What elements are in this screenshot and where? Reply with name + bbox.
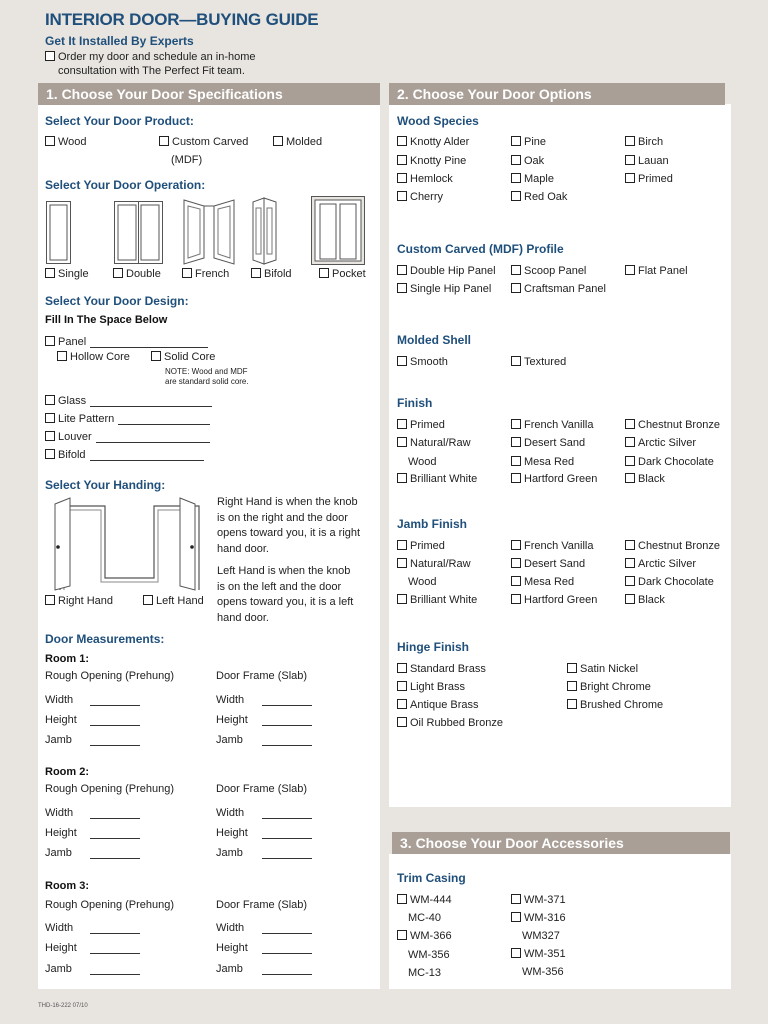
handing-diagram [50, 498, 210, 593]
checkbox[interactable] [625, 594, 635, 604]
finish-wood-continuation: Wood [408, 456, 437, 468]
checkbox[interactable] [511, 473, 521, 483]
page-subtitle: Get It Installed By Experts [45, 34, 194, 48]
checkbox[interactable] [625, 173, 635, 183]
wood-maple[interactable]: Maple [511, 173, 554, 185]
measurements-heading: Door Measurements: [45, 632, 165, 646]
frame-jamb-field[interactable] [262, 733, 312, 746]
wood-pine[interactable]: Pine [511, 136, 546, 148]
jamb-hartford-green[interactable]: Hartford Green [511, 594, 597, 606]
checkbox[interactable] [397, 356, 407, 366]
section-header-options: 2. Choose Your Door Options [389, 83, 725, 105]
trim-wm-366[interactable]: WM-366 [397, 930, 452, 942]
fill-line[interactable] [90, 406, 212, 407]
checkbox[interactable] [397, 894, 407, 904]
checkbox[interactable] [45, 336, 55, 346]
profile-flat[interactable]: Flat Panel [625, 265, 688, 277]
option-label: Louver [58, 431, 92, 443]
pocket-door-icon [311, 196, 365, 266]
checkbox[interactable] [511, 894, 521, 904]
hinge-brushed-chrome[interactable]: Brushed Chrome [567, 699, 663, 711]
checkbox[interactable] [397, 930, 407, 940]
rough-width: Width [45, 922, 74, 934]
checkbox[interactable] [511, 419, 521, 429]
panel-fill-line[interactable] [90, 347, 208, 348]
checkbox[interactable] [511, 558, 521, 568]
jamb-mesa-red[interactable]: Mesa Red [511, 576, 574, 588]
rough-opening-label: Rough Opening (Prehung) [45, 670, 175, 682]
hinge-oil-rubbed-bronze[interactable]: Oil Rubbed Bronze [397, 717, 503, 729]
finish-mesa-red[interactable]: Mesa Red [511, 456, 574, 468]
jamb-finish-heading: Jamb Finish [397, 517, 468, 531]
checkbox[interactable] [397, 191, 407, 201]
option-label: Left Hand [156, 595, 204, 607]
rough-height-field[interactable] [90, 826, 140, 839]
operation-single[interactable] [45, 268, 89, 280]
checkbox[interactable] [397, 265, 407, 275]
option-label: Right Hand [58, 595, 114, 607]
finish-french-vanilla[interactable]: French Vanilla [511, 419, 594, 431]
checkbox[interactable] [45, 395, 55, 405]
operation-heading: Select Your Door Operation: [45, 178, 206, 192]
rough-height: Height [45, 942, 77, 954]
option-label: Pocket [332, 268, 366, 280]
checkbox[interactable] [45, 268, 55, 278]
finish-brilliant-white[interactable]: Brilliant White [397, 473, 477, 485]
page-title: INTERIOR DOOR—BUYING GUIDE [45, 10, 319, 29]
rough-width: Width [45, 807, 74, 819]
option-wood[interactable] [45, 136, 87, 148]
checkbox[interactable] [397, 419, 407, 429]
option-label: French [195, 268, 230, 280]
handing-right[interactable] [45, 595, 113, 607]
design-subheading: Fill In The Space Below [45, 314, 168, 326]
checkbox[interactable] [567, 681, 577, 691]
jamb-natural-raw[interactable]: Natural/Raw [397, 558, 471, 570]
checkbox[interactable] [45, 595, 55, 605]
checkbox[interactable] [625, 456, 635, 466]
trim-wm-316[interactable]: WM-316 [511, 912, 566, 924]
fill-line[interactable] [118, 424, 210, 425]
rough-jamb: Jamb [45, 963, 72, 975]
option-label: Bifold [264, 268, 292, 280]
room-3-label: Room 3: [45, 880, 89, 892]
wood-oak[interactable]: Oak [511, 155, 544, 167]
hinge-light-brass[interactable]: Light Brass [397, 681, 465, 693]
checkbox[interactable] [567, 663, 577, 673]
frame-jamb: Jamb [216, 847, 243, 859]
jamb-brilliant-white[interactable]: Brilliant White [397, 594, 477, 606]
design-note: NOTE: Wood and MDF are standard solid core. [165, 367, 249, 386]
option-label: Molded [286, 136, 323, 148]
handing-heading: Select Your Handing: [45, 478, 166, 492]
jamb-black[interactable]: Black [625, 594, 665, 606]
wood-red-oak[interactable]: Red Oak [511, 191, 567, 203]
design-lite-pattern[interactable] [45, 413, 210, 425]
wood-knotty-pine[interactable]: Knotty Pine [397, 155, 466, 167]
frame-height-field[interactable] [262, 826, 312, 839]
trim-mc-13: MC-13 [408, 967, 442, 979]
consultation-option[interactable] [45, 50, 375, 78]
checkbox[interactable] [511, 437, 521, 447]
rough-opening-label: Rough Opening (Prehung) [45, 783, 175, 795]
checkbox[interactable] [511, 456, 521, 466]
design-heading: Select Your Door Design: [45, 294, 189, 308]
option-label: Wood [58, 136, 87, 148]
double-door-icon [114, 201, 164, 265]
design-solid-core[interactable] [151, 351, 215, 363]
profile-craftsman[interactable]: Craftsman Panel [511, 283, 606, 295]
fill-line[interactable] [96, 442, 210, 443]
checkbox[interactable] [143, 595, 153, 605]
finish-heading: Finish [397, 396, 433, 410]
frame-jamb: Jamb [216, 734, 243, 746]
frame-height: Height [216, 827, 248, 839]
checkbox[interactable] [511, 540, 521, 550]
french-door-icon [183, 196, 235, 266]
document-code: THD-16-222 07/10 [38, 1003, 88, 1009]
frame-width-field[interactable] [262, 806, 312, 819]
rough-opening-label: Rough Opening (Prehung) [45, 899, 175, 911]
jamb-primed[interactable]: Primed [397, 540, 445, 552]
checkbox[interactable] [397, 155, 407, 165]
checkbox[interactable] [397, 663, 407, 673]
checkbox[interactable] [397, 473, 407, 483]
checkbox[interactable] [511, 155, 521, 165]
checkbox[interactable] [45, 136, 55, 146]
checkbox[interactable] [45, 449, 55, 459]
checkbox[interactable] [567, 699, 577, 709]
frame-width-field[interactable] [262, 921, 312, 934]
checkbox[interactable] [511, 594, 521, 604]
wood-species-heading: Wood Species [397, 114, 479, 128]
finish-arctic-silver[interactable]: Arctic Silver [625, 437, 696, 449]
finish-chestnut-bronze[interactable]: Chestnut Bronze [625, 419, 720, 431]
design-glass[interactable] [45, 395, 212, 407]
wood-lauan[interactable]: Lauan [625, 155, 669, 167]
trim-wm-356: WM-356 [408, 949, 450, 961]
frame-width: Width [216, 807, 245, 819]
finish-dark-chocolate[interactable]: Dark Chocolate [625, 456, 714, 468]
handing-left[interactable] [143, 595, 204, 607]
operation-bifold[interactable] [251, 268, 292, 280]
hinge-satin-nickel[interactable]: Satin Nickel [567, 663, 638, 675]
rough-width: Width [45, 694, 74, 706]
checkbox[interactable] [319, 268, 329, 278]
finish-primed[interactable]: Primed [397, 419, 445, 431]
option-label: Solid Core [164, 351, 216, 363]
fill-line[interactable] [90, 460, 204, 461]
checkbox[interactable] [182, 268, 192, 278]
design-louver[interactable] [45, 431, 210, 443]
checkbox[interactable] [511, 948, 521, 958]
checkbox[interactable] [511, 283, 521, 293]
finish-hartford-green[interactable]: Hartford Green [511, 473, 597, 485]
door-frame-label: Door Frame (Slab) [216, 783, 308, 795]
door-frame-label: Door Frame (Slab) [216, 670, 308, 682]
checkbox[interactable] [397, 717, 407, 727]
operation-french[interactable] [182, 268, 229, 280]
rough-width-field[interactable] [90, 921, 140, 934]
hinge-bright-chrome[interactable]: Bright Chrome [567, 681, 651, 693]
design-bifold[interactable] [45, 449, 204, 461]
frame-height-field[interactable] [262, 941, 312, 954]
profile-scoop[interactable]: Scoop Panel [511, 265, 586, 277]
finish-desert-sand[interactable]: Desert Sand [511, 437, 585, 449]
jamb-dark-chocolate[interactable]: Dark Chocolate [625, 576, 714, 588]
checkbox[interactable] [57, 351, 67, 361]
rough-width-field[interactable] [90, 806, 140, 819]
checkbox[interactable] [45, 413, 55, 423]
rough-height-field[interactable] [90, 941, 140, 954]
checkbox[interactable] [625, 265, 635, 275]
wood-birch[interactable]: Birch [625, 136, 663, 148]
checkbox[interactable] [625, 136, 635, 146]
intro-text-2: consultation with The Perfect Fit team. [58, 65, 245, 77]
checkbox[interactable] [397, 283, 407, 293]
frame-jamb-field[interactable] [262, 962, 312, 975]
checkbox[interactable] [625, 473, 635, 483]
rough-width-field[interactable] [90, 693, 140, 706]
operation-pocket[interactable] [319, 268, 366, 280]
option-label: Glass [58, 395, 87, 407]
trim-casing-heading: Trim Casing [397, 871, 466, 885]
operation-double[interactable] [113, 268, 161, 280]
checkbox[interactable] [625, 155, 635, 165]
trim-wm-444[interactable]: WM-444 [397, 894, 452, 906]
checkbox[interactable] [511, 912, 521, 922]
shell-textured[interactable]: Textured [511, 356, 566, 368]
rough-jamb-field[interactable] [90, 962, 140, 975]
checkbox[interactable] [511, 136, 521, 146]
frame-height-field[interactable] [262, 713, 312, 726]
option-label: Hollow Core [70, 351, 130, 363]
checkbox[interactable] [113, 268, 123, 278]
option-molded[interactable] [273, 136, 322, 148]
section-header-specifications: 1. Choose Your Door Specifications [38, 83, 380, 105]
intro-text: Order my door and schedule an in-home [58, 51, 256, 63]
room-2-label: Room 2: [45, 766, 89, 778]
checkbox[interactable] [397, 558, 407, 568]
shell-smooth[interactable]: Smooth [397, 356, 448, 368]
frame-height: Height [216, 714, 248, 726]
jamb-chestnut-bronze[interactable]: Chestnut Bronze [625, 540, 720, 552]
wood-primed[interactable]: Primed [625, 173, 673, 185]
design-hollow-core[interactable] [57, 351, 130, 363]
rough-height: Height [45, 827, 77, 839]
profile-single-hip[interactable]: Single Hip Panel [397, 283, 491, 295]
trim-wm-371[interactable]: WM-371 [511, 894, 566, 906]
frame-width: Width [216, 922, 245, 934]
hinge-standard-brass[interactable]: Standard Brass [397, 663, 486, 675]
frame-jamb-field[interactable] [262, 846, 312, 859]
checkbox[interactable] [151, 351, 161, 361]
rough-jamb: Jamb [45, 847, 72, 859]
rough-height: Height [45, 714, 77, 726]
checkbox[interactable] [45, 431, 55, 441]
trim-wm-351[interactable]: WM-351 [511, 948, 566, 960]
checkbox[interactable] [397, 437, 407, 447]
option-label: Single [58, 268, 89, 280]
trim-wm327: WM327 [522, 930, 560, 942]
hinge-finish-heading: Hinge Finish [397, 640, 469, 654]
option-label: Lite Pattern [58, 413, 115, 425]
checkbox[interactable] [511, 356, 521, 366]
wood-knotty-alder[interactable]: Knotty Alder [397, 136, 469, 148]
jamb-arctic-silver[interactable]: Arctic Silver [625, 558, 696, 570]
rough-jamb-field[interactable] [90, 733, 140, 746]
door-frame-label: Door Frame (Slab) [216, 899, 308, 911]
left-hand-description: Left Hand is when the knob is on the left and the door opens toward you, it is a left hand door. [217, 565, 354, 624]
frame-jamb: Jamb [216, 963, 243, 975]
frame-height: Height [216, 942, 248, 954]
checkbox[interactable] [273, 136, 283, 146]
finish-black[interactable]: Black [625, 473, 665, 485]
option-label: Double [126, 268, 161, 280]
checkbox[interactable] [625, 540, 635, 550]
checkbox[interactable] [625, 558, 635, 568]
right-hand-description: Right Hand is when the knob is on the right and the door opens toward you, it is a right hand door. [217, 496, 361, 555]
checkbox[interactable] [511, 173, 521, 183]
checkbox[interactable] [625, 437, 635, 447]
option-label: Bifold [58, 449, 86, 461]
trim-wm-356-b: WM-356 [522, 966, 564, 978]
product-heading: Select Your Door Product: [45, 114, 194, 128]
molded-shell-heading: Molded Shell [397, 333, 472, 347]
option-mdf-label: (MDF) [171, 154, 203, 166]
design-panel[interactable] [45, 336, 208, 348]
single-door-icon [46, 201, 72, 265]
checkbox[interactable] [511, 576, 521, 586]
rough-jamb-field[interactable] [90, 846, 140, 859]
option-custom-carved[interactable] [159, 136, 248, 148]
jamb-desert-sand[interactable]: Desert Sand [511, 558, 585, 570]
checkbox[interactable] [159, 136, 169, 146]
checkbox[interactable] [397, 699, 407, 709]
room-1-label: Room 1: [45, 653, 89, 665]
checkbox[interactable] [397, 681, 407, 691]
checkbox[interactable] [397, 540, 407, 550]
bifold-door-icon [252, 196, 278, 266]
rough-height-field[interactable] [90, 713, 140, 726]
frame-width-field[interactable] [262, 693, 312, 706]
frame-width: Width [216, 694, 245, 706]
checkbox[interactable] [511, 265, 521, 275]
checkbox[interactable] [45, 51, 55, 61]
jamb-wood-continuation: Wood [408, 576, 437, 588]
checkbox[interactable] [397, 136, 407, 146]
rough-jamb: Jamb [45, 734, 72, 746]
checkbox[interactable] [625, 576, 635, 586]
checkbox[interactable] [511, 191, 521, 201]
option-label: Panel [58, 336, 87, 348]
checkbox[interactable] [397, 173, 407, 183]
wood-cherry[interactable]: Cherry [397, 191, 443, 203]
checkbox[interactable] [251, 268, 261, 278]
option-label: Custom Carved [172, 136, 249, 148]
trim-mc-40: MC-40 [408, 912, 442, 924]
section-header-accessories: 3. Choose Your Door Accessories [392, 832, 730, 854]
finish-natural-raw[interactable]: Natural/Raw [397, 437, 471, 449]
wood-hemlock[interactable]: Hemlock [397, 173, 453, 185]
carved-profile-heading: Custom Carved (MDF) Profile [397, 242, 564, 256]
jamb-french-vanilla[interactable]: French Vanilla [511, 540, 594, 552]
checkbox[interactable] [625, 419, 635, 429]
checkbox[interactable] [397, 594, 407, 604]
hinge-antique-brass[interactable]: Antique Brass [397, 699, 478, 711]
profile-double-hip[interactable]: Double Hip Panel [397, 265, 496, 277]
